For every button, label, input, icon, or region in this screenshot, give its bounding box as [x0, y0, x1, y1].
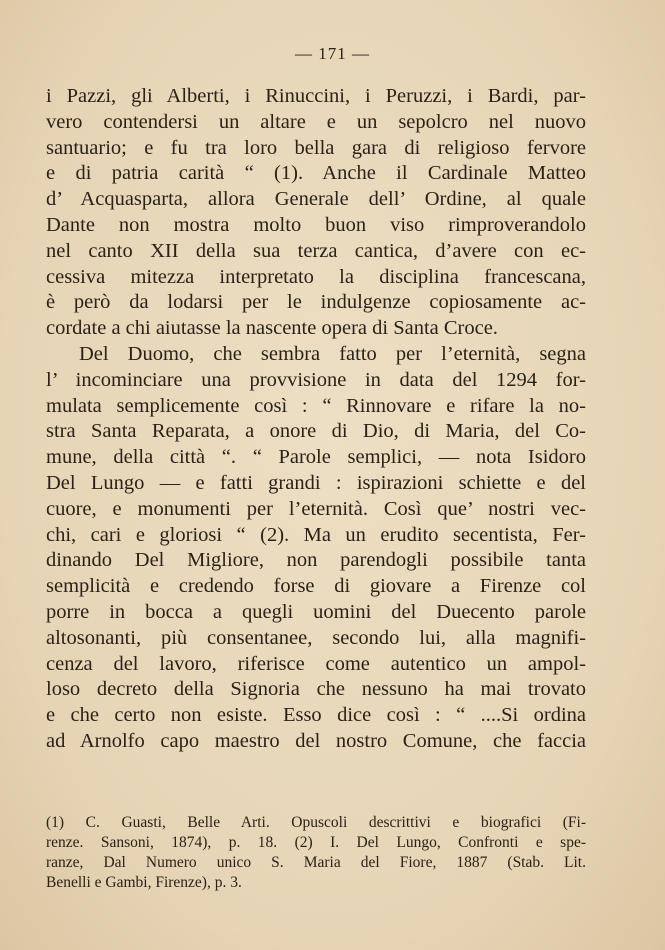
body-text	[46, 84, 586, 755]
text-line: mulata semplicemente così : “ Rinnovare e rifare la no-	[46, 394, 586, 417]
text-line: vero contendersi un altare e un sepolcro nel nuovo	[46, 110, 586, 133]
text-line: e di patria carità “ (1). Anche il Cardinale Matteo	[46, 162, 586, 185]
text-line: stra Santa Reparata, a onore di Dio, di Maria, del Co-	[46, 420, 586, 443]
text-line: Dante non mostra molto buon viso rimproverandolo	[46, 213, 586, 236]
footnotes	[46, 813, 586, 893]
text-line: santuario; e fu tra loro bella gara di religioso fervore	[46, 136, 586, 159]
text-line: cordate a chi aiutasse la nascente opera di Santa Croce.	[46, 317, 498, 340]
text-line: semplicità e credendo forse di giovare a Firenze col	[46, 575, 586, 598]
text-line: cenza del lavoro, riferisce come autentico un ampol-	[46, 652, 586, 675]
text-line: Del Duomo, che sembra fatto per l’eternità, segna	[79, 342, 586, 365]
footnote-line: renze. Sansoni, 1874), p. 18. (2) I. Del Lungo, Confronti e spe-	[46, 834, 586, 851]
text-line: i Pazzi, gli Alberti, i Rinuccini, i Peruzzi, i Bardi, par-	[46, 85, 586, 107]
text-line: chi, cari e gloriosi “ (2). Ma un erudito secentista, Fer-	[46, 523, 586, 546]
text-line: è però da lodarsi per le indulgenze copiosamente ac-	[46, 291, 586, 314]
text-line: porre in bocca a quegli uomini del Duecento parole	[46, 600, 586, 623]
page-number: — 171 —	[295, 44, 370, 63]
text-line: l’ incominciare una provvisione in data del 1294 for-	[46, 368, 586, 391]
text-line: d’ Acquasparta, allora Generale dell’ Ordine, al quale	[46, 188, 586, 211]
text-line: e che certo non esiste. Esso dice così : “ ....Si ordina	[46, 704, 586, 727]
text-line: dinando Del Migliore, non parendogli possibile tanta	[46, 549, 586, 572]
text-line: mune, della città “. “ Parole semplici, — nota Isidoro	[46, 446, 586, 469]
text-line: altosonanti, più consentanee, secondo lui, alla magnifi-	[46, 626, 586, 649]
text-line: loso decreto della Signoria che nessuno ha mai trovato	[46, 678, 586, 701]
text-line: cessiva mitezza interpretato la disciplina francescana,	[46, 265, 586, 288]
text-line: nel canto XII della sua terza cantica, d’avere con ec-	[46, 239, 586, 262]
text-line: ad Arnolfo capo maestro del nostro Comune, che faccia	[46, 729, 586, 752]
footnote-line: ranze, Dal Numero unico S. Maria del Fiore, 1887 (Stab. Lit.	[46, 854, 586, 871]
footnote-line: Benelli e Gambi, Firenze), p. 3.	[46, 874, 242, 891]
text-line: Del Lungo — e fatti grandi : ispirazioni schiette e del	[46, 471, 586, 494]
text-line: cuore, e monumenti per l’eternità. Così que’ nostri vec-	[46, 497, 586, 520]
footnote-line: (1) C. Guasti, Belle Arti. Opuscoli descrittivi e biografici (Fi-	[46, 814, 586, 831]
